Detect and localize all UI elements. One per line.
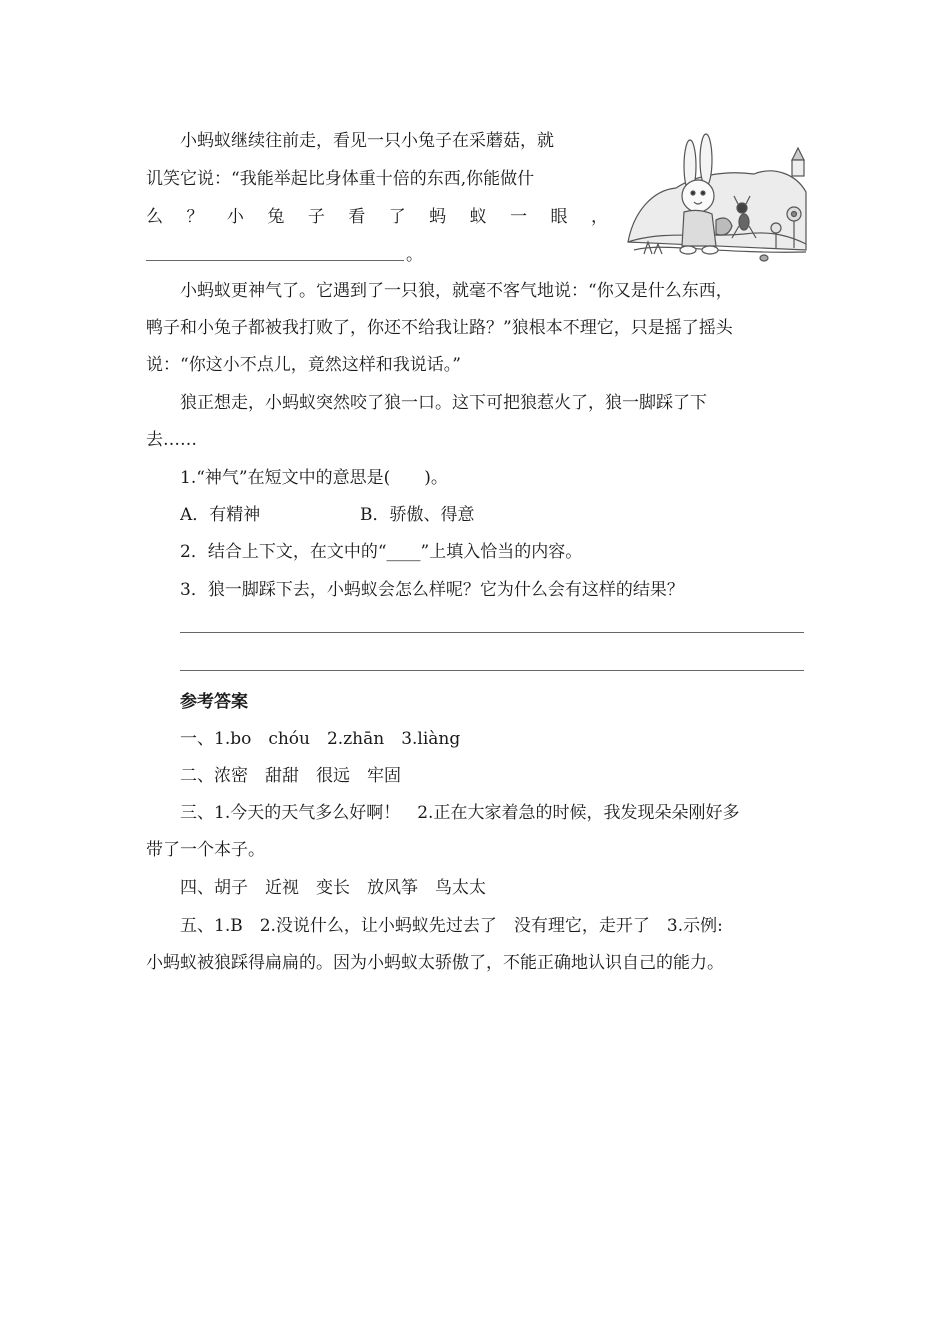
passage-line: 鸭子和小兔子都被我打败了，你还不给我让路？”狼根本不理它，只是摇了摇头 [146,318,733,338]
passage-char: 子 [307,207,325,227]
passage-char: 眼 [550,207,568,227]
answer-item: 三、1.今天的天气多么好啊！ 2.正在大家着急的时候，我发现朵朵刚好多 [180,803,740,823]
passage-line: 小蚂蚁继续往前走，看见一只小兔子在采蘑菇，就 [180,131,554,151]
passage-char: 小 [226,207,244,227]
question-1: 1.“神气”在短文中的意思是( )。 [180,468,448,488]
passage-char: 蚁 [469,207,487,227]
question-1-option-b: B．骄傲、得意 [360,505,475,525]
answer-item: 一、1.bo chóu 2.zhān 3.liàng [180,729,461,749]
answer-item-continued: 带了一个本子。 [146,840,265,860]
passage-line-spread [146,206,608,228]
question-2: 2．结合上下文，在文中的“____”上填入恰当的内容。 [180,542,583,562]
passage-char: 看 [348,207,366,227]
question-1-option-a: A．有精神 [180,505,261,525]
answer-item-continued: 小蚂蚁被狼踩得扁扁的。因为小蚂蚁太骄傲了，不能正确地认识自己的能力。 [146,953,724,973]
passage-char: 蚂 [429,207,447,227]
answer-line [180,632,804,633]
passage-char: ？ [186,207,204,227]
question-3: 3．狼一脚踩下去，小蚂蚁会怎么样呢？它为什么会有这样的结果？ [180,580,684,600]
answers-heading: 参考答案 [180,692,248,712]
passage-line: 讥笑它说：“我能举起比身体重十倍的东西,你能做什 [146,169,535,189]
answer-item: 二、浓密 甜甜 很远 牢固 [180,766,401,786]
rabbit-ant-illustration [624,130,810,272]
passage-line: 说：“你这小不点儿，竟然这样和我说话。” [146,355,461,375]
passage-char: 兔 [267,207,285,227]
passage-line: 狼正想走，小蚂蚁突然咬了狼一口。这下可把狼惹火了，狼一脚踩了下 [180,393,707,413]
passage-char: 一 [510,207,528,227]
passage-period: 。 [406,245,423,265]
passage-char: 了 [388,207,406,227]
answer-item: 四、胡子 近视 变长 放风筝 鸟太太 [180,878,486,898]
passage-char: 么 [146,207,163,227]
answer-line [180,670,804,671]
fill-blank-line [146,260,404,261]
passage-char: ， [590,207,608,227]
passage-line: 去…… [146,430,197,450]
answer-item: 五、1.B 2.没说什么，让小蚂蚁先过去了 没有理它，走开了 3.示例: [180,916,723,936]
passage-line: 小蚂蚁更神气了。它遇到了一只狼，就毫不客气地说：“你又是什么东西， [180,281,733,301]
